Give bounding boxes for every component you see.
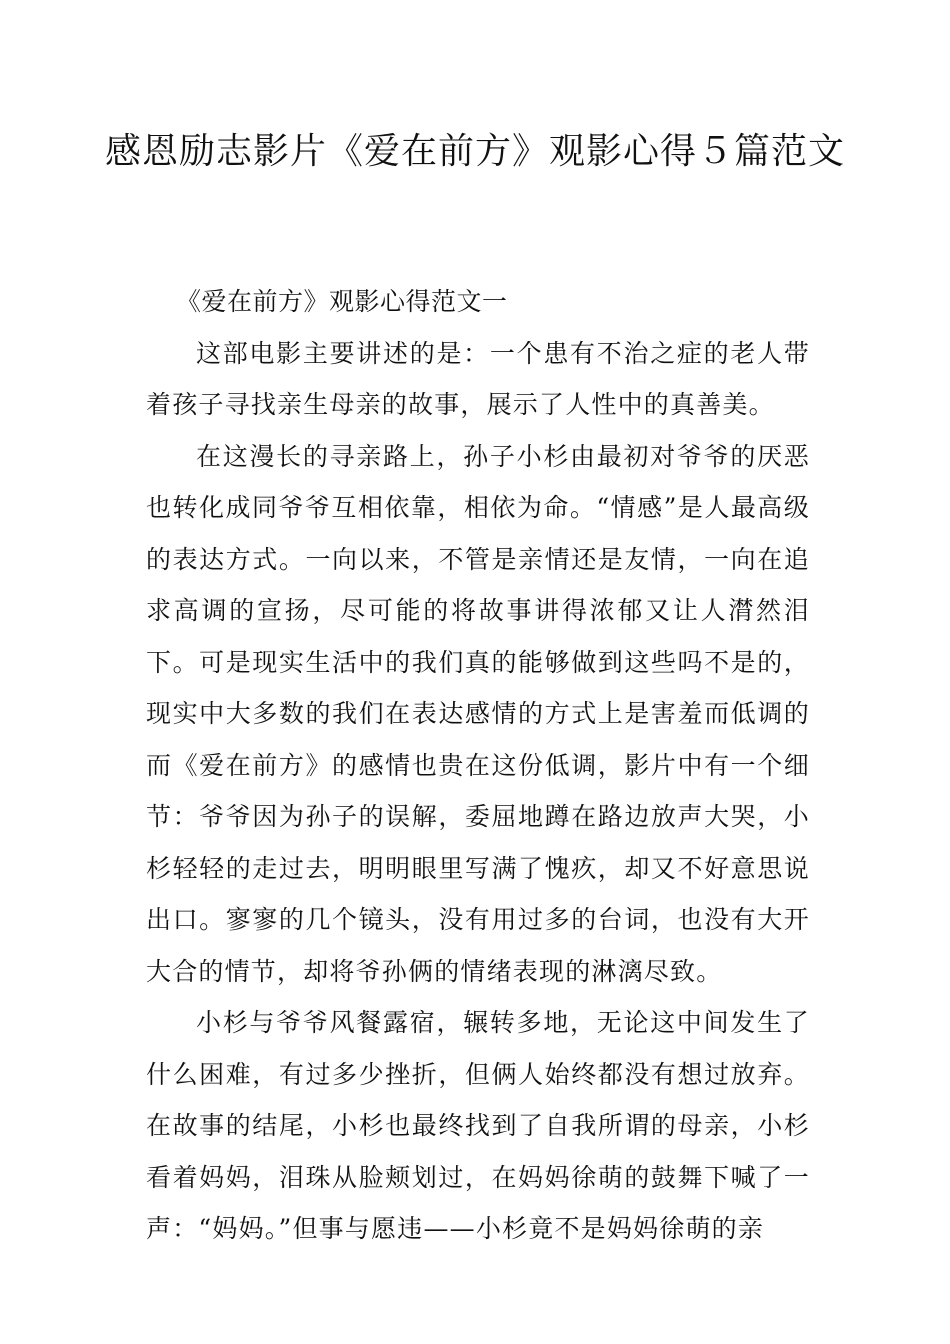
section-heading: 《爱在前方》观影心得范文一: [176, 287, 508, 316]
paragraph-3: 小杉与爷爷风餐露宿，辗转多地，无论这中间发生了什么困难，有过多少挫折，但俩人始终都没有想过放弃。在故事的结尾，小杉也最终找到了自我所谓的母亲，小杉看着妈妈，泪珠从脸颊划过，在妈妈徐萌的鼓舞下喊了一声：“妈妈。”但事与愿违——小杉竟不是妈妈徐萌的亲: [146, 1008, 810, 1243]
document-title: 感恩励志影片《爱在前方》观影心得５篇范文: [104, 131, 845, 172]
document-body: [146, 276, 810, 1255]
paragraph-1: 这部电影主要讲述的是：一个患有不治之症的老人带着孩子寻找亲生母亲的故事，展示了人性中的真善美。: [146, 338, 810, 419]
paragraph-2: 在这漫长的寻亲路上，孙子小杉由最初对爷爷的厌恶也转化成同爷爷互相依靠，相依为命。“情感”是人最高级的表达方式。一向以来，不管是亲情还是友情，一向在追求高调的宣扬，尽可能的将故事讲得浓郁又让人潸然泪下。可是现实生活中的我们真的能够做到这些吗不是的，现实中大多数的我们在表达感情的方式上是害羞而低调的而《爱在前方》的感情也贵在这份低调，影片中有一个细节：爷爷因为孙子的误解，委屈地蹲在路边放声大哭，小杉轻轻的走过去，明明眼里写满了愧疚，却又不好意思说出口。寥寥的几个镜头，没有用过多的台词，也没有大开大合的情节，却将爷孙俩的情绪表现的淋漓尽致。: [146, 441, 810, 986]
